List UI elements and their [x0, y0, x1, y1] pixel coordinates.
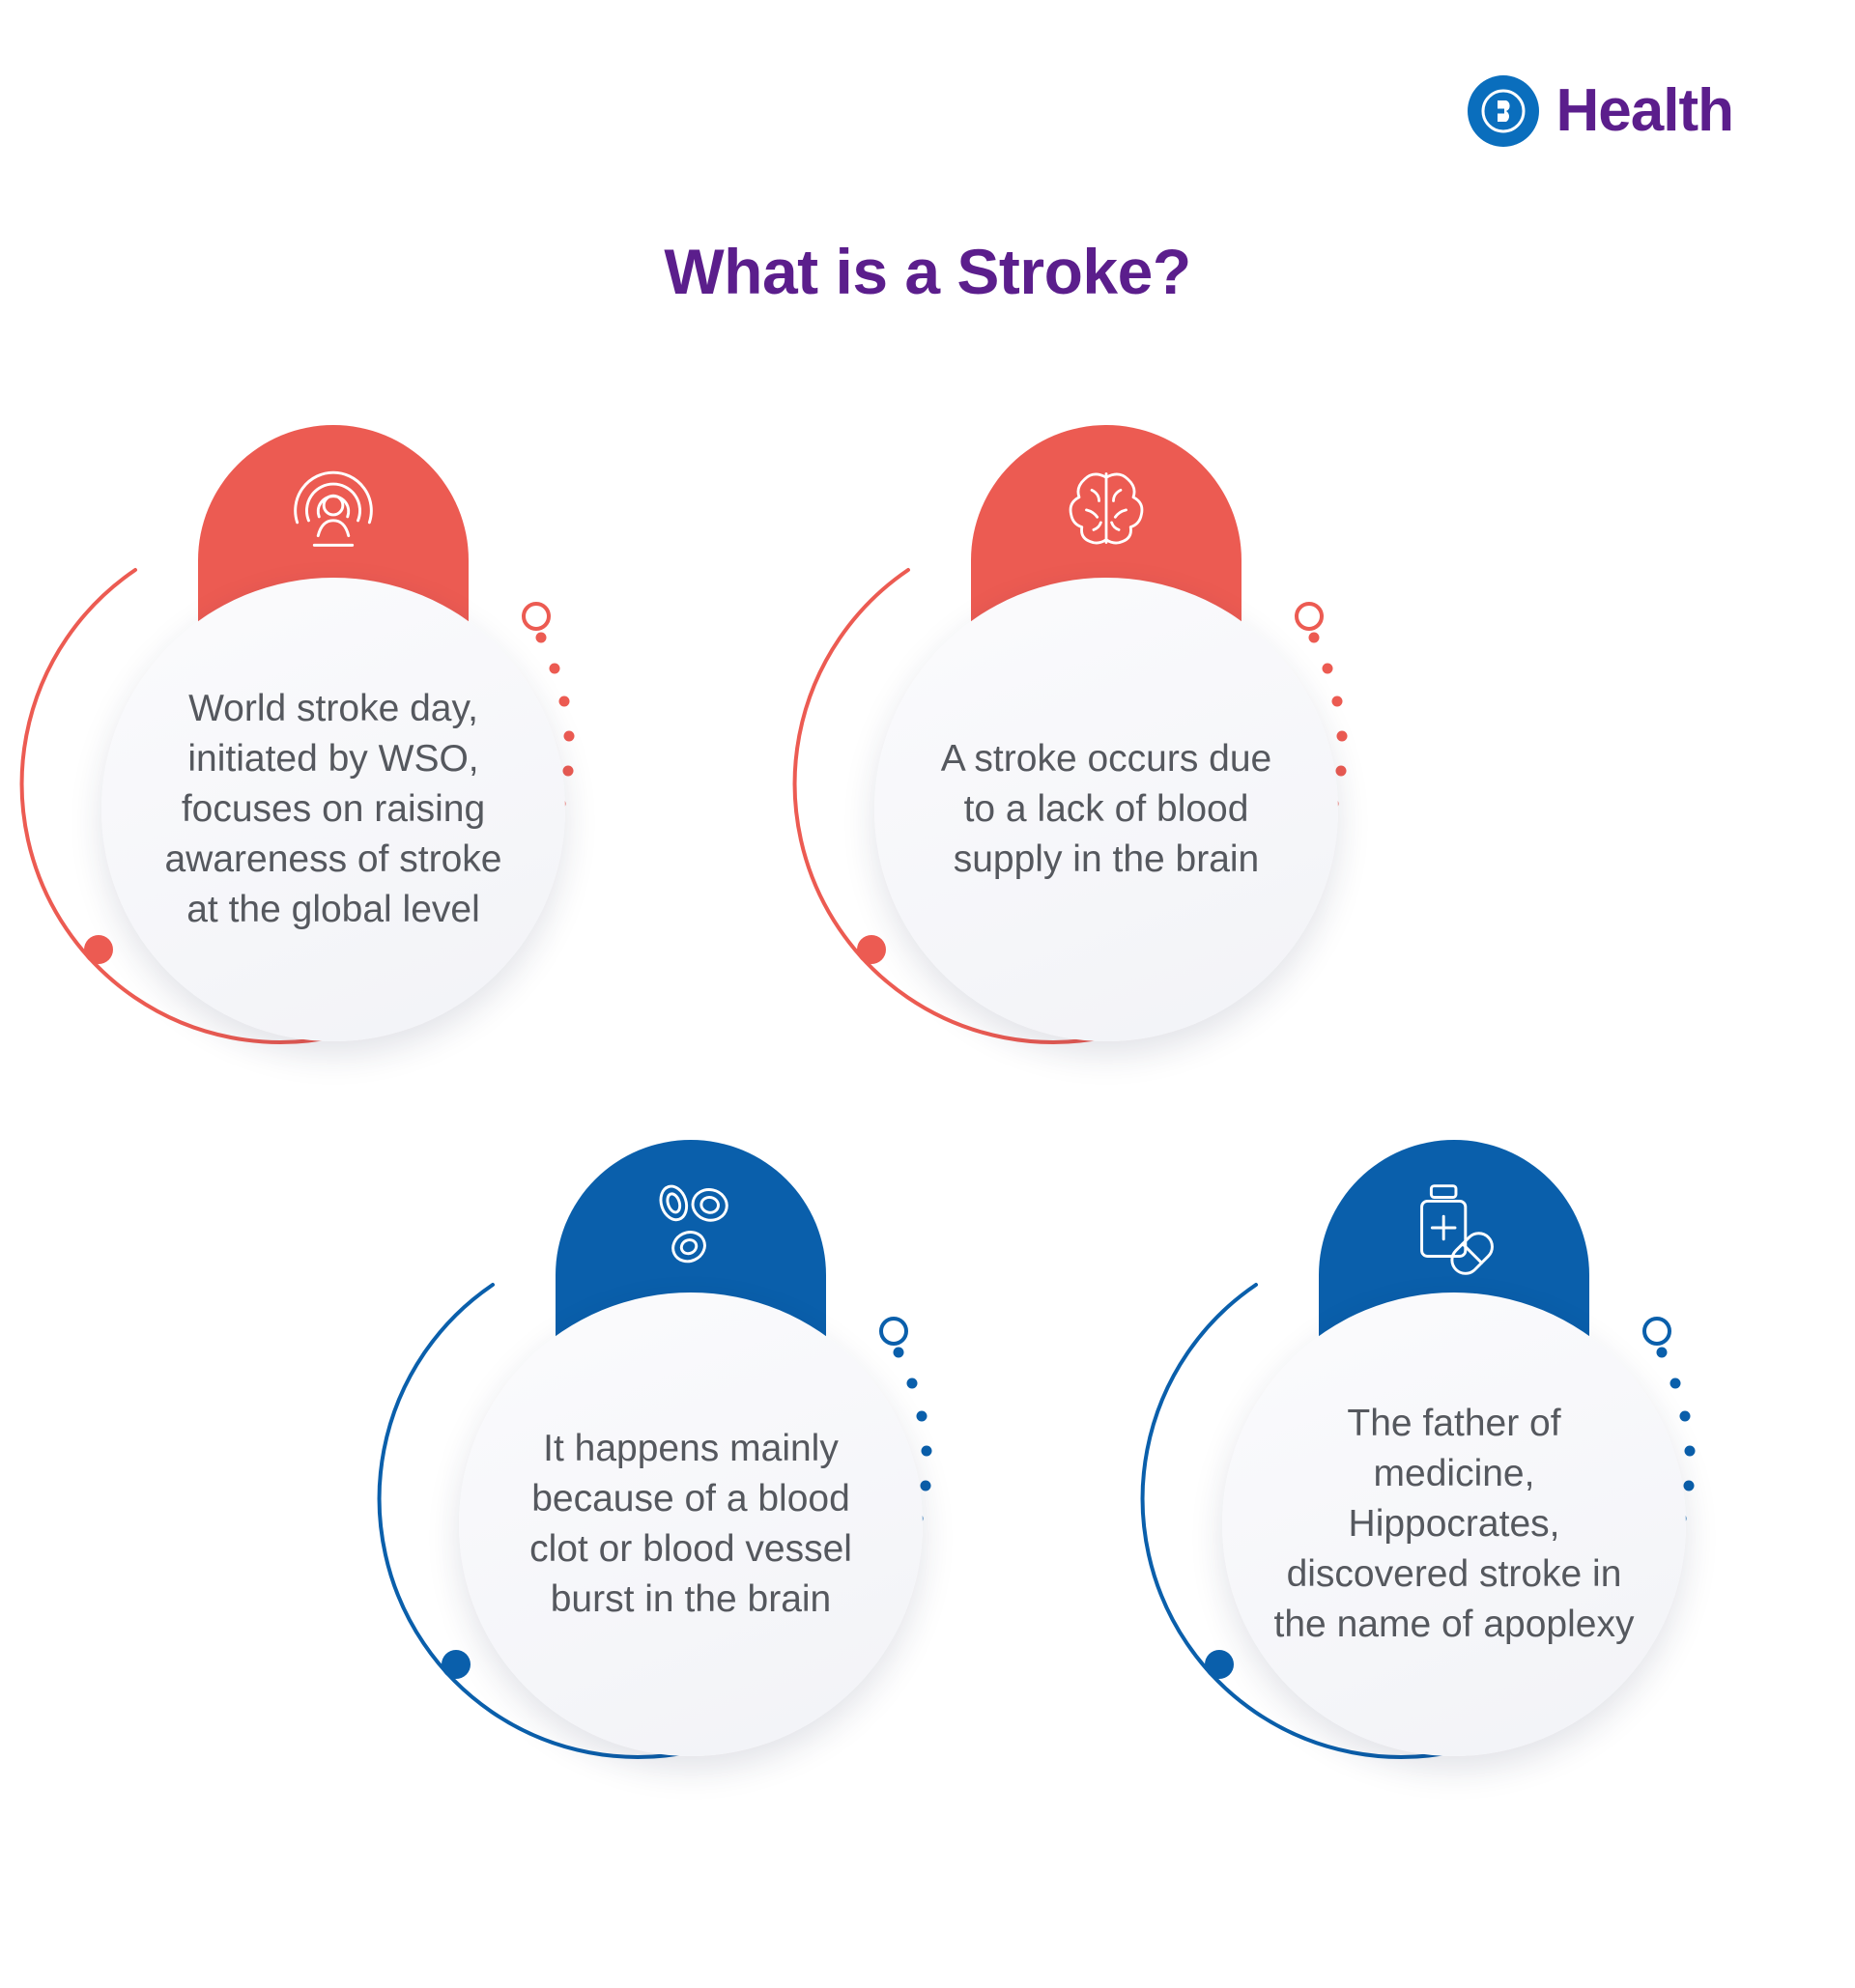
brand-logo: [1468, 75, 1733, 147]
card-text: The father of medicine, Hippocrates, discovered stroke in the name of apoplexy: [1273, 1403, 1635, 1645]
arc-dot-marker: [857, 935, 886, 964]
arc-ring-marker: [1295, 602, 1324, 631]
card-blood-clot: [396, 1140, 1014, 1913]
head-scan-person-icon: [276, 454, 390, 568]
card-bubble: [1222, 1292, 1686, 1756]
bajaj-b-logo-icon: [1468, 75, 1539, 147]
card-world-stroke-day: [39, 425, 657, 1198]
arc-ring-marker: [879, 1317, 908, 1346]
card-stroke-cause: [812, 425, 1430, 1198]
card-bubble: [101, 578, 565, 1041]
arc-ring-marker: [522, 602, 551, 631]
page-title: What is a Stroke?: [664, 236, 1191, 307]
arc-dot-marker: [84, 935, 113, 964]
card-bubble: [874, 578, 1338, 1041]
arc-ring-marker: [1642, 1317, 1671, 1346]
card-hippocrates: [1159, 1140, 1778, 1913]
card-text: It happens mainly because of a blood clot or blood vessel burst in the brain: [529, 1428, 852, 1620]
blood-cells-icon: [634, 1169, 748, 1283]
card-text: A stroke occurs due to a lack of blood supply in the brain: [940, 738, 1272, 880]
medicine-bottle-pill-icon: [1397, 1169, 1511, 1283]
card-text: World stroke day, initiated by WSO, focuses on raising awareness of stroke at the global level: [164, 688, 502, 930]
arc-dot-marker: [1205, 1650, 1234, 1679]
brain-icon: [1052, 454, 1160, 562]
arc-dot-marker: [442, 1650, 471, 1679]
card-bubble: [459, 1292, 923, 1756]
brand-name: Health: [1555, 77, 1733, 144]
